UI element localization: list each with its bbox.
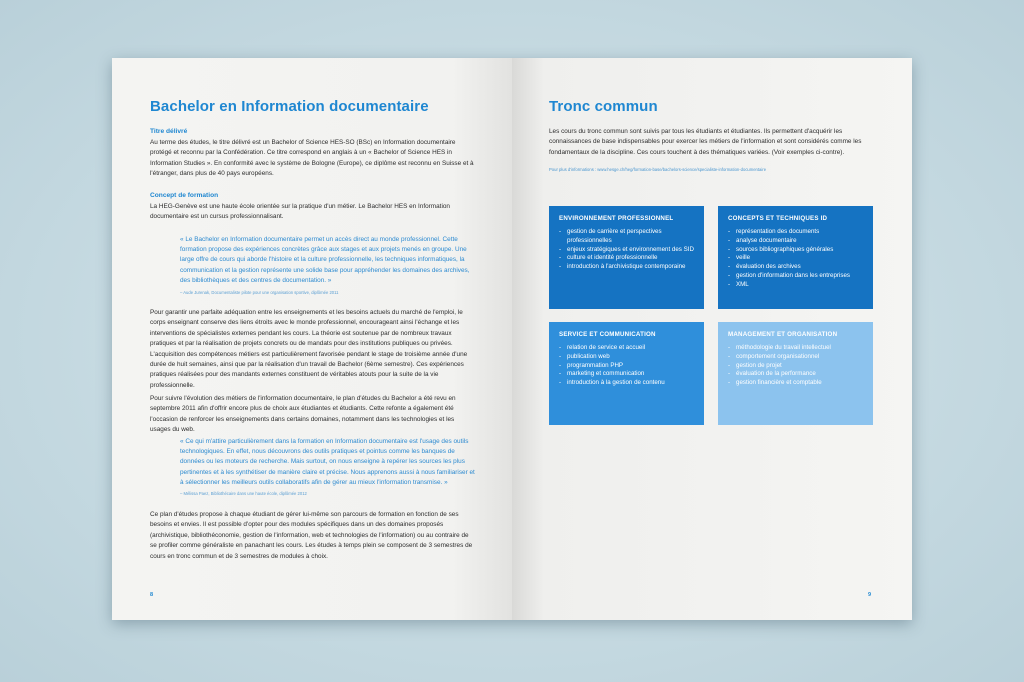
page-title: Tronc commun — [549, 98, 658, 115]
more-info-link[interactable]: Pour plus d'informations : www.hesge.ch/heg/formation-base/bachelors-science/specialiste-information-documentaire — [549, 167, 767, 172]
testimonial-quote: « Ce qui m'attire particulièrement dans la formation en Information documentaire est l'usage des outils technologiques. En effet, nous découvrons des outils pratiques et pointus comme les banques de données ou les moteurs de recherche. Mais surtout, on nous enseigne à repérer les sources les plus pertinentes et à les synthétiser de manière claire et précise. Nous apprenons aussi à nous familiariser et à sélectionner les meilleurs outils collaboratifs afin de gérer au mieux l'information transmise. » — [180, 438, 475, 486]
paragraph: Pour suivre l'évolution des métiers de l'information documentaire, le plan d'études du Bachelor a été revu en septembre 2011 afin d'offrir encore plus de choix aux étudiantes et étudiants. Cette refonte a également été l'occasion de renforcer les enseignements dans certains domaines, notamment dans les technologies et les usages du web. — [150, 395, 456, 434]
box-concepts-techniques — [718, 206, 873, 309]
list-item: - enjeux stratégiques et environnement des SID — [559, 246, 694, 255]
quote-source: – Mélissa Paez, Bibliothécaire dans une haute école, diplômée 2012 — [180, 491, 307, 496]
box-title: MANAGEMENT ET ORGANISATION — [728, 331, 838, 338]
page-title: Bachelor en Information documentaire — [150, 98, 429, 115]
section-text: Au terme des études, le titre délivré est un Bachelor of Science HES-SO (BSc) en Information documentaire protégé et reconnu par la Confédération. Ce titre correspond en anglais à un « Bachelor of Science HES in Information Studies ». En conformité avec le système de Bologne (Europe), ce diplôme est reconnu en Suisse et à l'étranger, dans plus de 40 pays européens. — [150, 139, 474, 178]
box-title: ENVIRONNEMENT PROFESSIONNEL — [559, 215, 674, 222]
quote-source: – Aude Jurenak, Documentaliste pilote pour une organisation sportive, diplômée 2011 — [180, 290, 339, 295]
list-item: - gestion de projet — [728, 362, 863, 371]
list-item: - comportement organisationnel — [728, 353, 863, 362]
box-list — [728, 344, 863, 388]
list-item: - programmation PHP — [559, 362, 694, 371]
page-number: 9 — [868, 592, 872, 598]
paragraph: Pour garantir une parfaite adéquation entre les enseignements et les besoins actuels du marché de l'emploi, le corps enseignant conserve des liens étroits avec le monde professionnel, encourageant ainsi l'échange et les interventions de spécialistes externes pendant les cours. La théorie est soutenue par de nombreux travaux pratiques et par la réalisation de projets concrets ou de mandats pour des institutions publiques ou privées. L'acquisition des compétences métiers est particulièrement favorisée pendant le stage de troisième année d'une durée de huit semaines, ainsi que par la réalisation d'un travail de Bachelor (6ème semestre). Ces expériences pratiques réalisées pour des mandants externes constituent de véritables atouts pour la suite de la vie professionnelle. — [150, 309, 468, 389]
list-item: - gestion financière et comptable — [728, 379, 863, 388]
right-page — [512, 58, 912, 620]
box-environnement-professionnel — [549, 206, 704, 309]
list-item: - analyse documentaire — [728, 237, 863, 246]
box-management-organisation — [718, 322, 873, 425]
list-item: - introduction à l'archivistique contemporaine — [559, 263, 694, 272]
box-service-communication — [549, 322, 704, 425]
list-item: - évaluation de la performance — [728, 370, 863, 379]
section-heading: Concept de formation — [150, 192, 219, 199]
list-item: - XML — [728, 281, 863, 290]
list-item: - veille — [728, 254, 863, 263]
section-text: La HEG-Genève est une haute école orientée sur la pratique d'un métier. Le Bachelor HES en Information documentaire est un cursus professionnalisant. — [150, 203, 450, 221]
list-item: - gestion de carrière et perspectives professionnelles — [559, 228, 694, 246]
page-number: 8 — [150, 592, 154, 598]
intro-text: Les cours du tronc commun sont suivis par tous les étudiants et étudiantes. Ils permettent d'acquérir les connaissances de base indispensables pour exercer les métiers de l'information et sont considérés comme les fondamentaux de la discipline. Ces cours touchent à des thématiques variées. (Voir exemples ci-contre). — [549, 128, 862, 156]
list-item: - introduction à la gestion de contenu — [559, 379, 694, 388]
paragraph: Ce plan d'études propose à chaque étudiant de gérer lui-même son parcours de formation en fonction de ses besoins et envies. Il est possible d'opter pour des modules spécifiques dans un des domaines proposés (archivistique, bibliothéconomie, gestion de l'information, web et technologies de l'information) ou au contraire de se profiler comme généraliste en panachant les cours. Les études à temps plein se composent de 3 semestres de cours en tronc commun et de 3 semestres de modules à choix. — [150, 511, 473, 560]
list-item: - évaluation des archives — [728, 263, 863, 272]
box-title: CONCEPTS ET TECHNIQUES ID — [728, 215, 828, 222]
list-item: - relation de service et accueil — [559, 344, 694, 353]
list-item: - méthodologie du travail intellectuel — [728, 344, 863, 353]
left-page — [112, 58, 512, 620]
box-title: SERVICE ET COMMUNICATION — [559, 331, 656, 338]
list-item: - représentation des documents — [728, 228, 863, 237]
testimonial-quote: « Le Bachelor en Information documentaire permet un accès direct au monde professionnel. Cette formation propose des expériences concrètes grâce aux stages et aux projets menés en groupe. Une large offre de cours qui aborde l'histoire et la culture professionnelle, les techniques informatiques, la communication et la gestion représente une solide base pour appréhender les domaines des archives, des bibliothèques et des centres de documentation. » — [180, 236, 470, 284]
box-list — [728, 228, 863, 290]
box-list — [559, 228, 694, 272]
box-list — [559, 344, 694, 388]
brochure-spread — [112, 58, 912, 620]
list-item: - sources bibliographiques générales — [728, 246, 863, 255]
list-item: - publication web — [559, 353, 694, 362]
section-heading: Titre délivré — [150, 128, 188, 135]
list-item: - marketing et communication — [559, 370, 694, 379]
list-item: - gestion d'information dans les entreprises — [728, 272, 863, 281]
list-item: - culture et identité professionnelle — [559, 254, 694, 263]
